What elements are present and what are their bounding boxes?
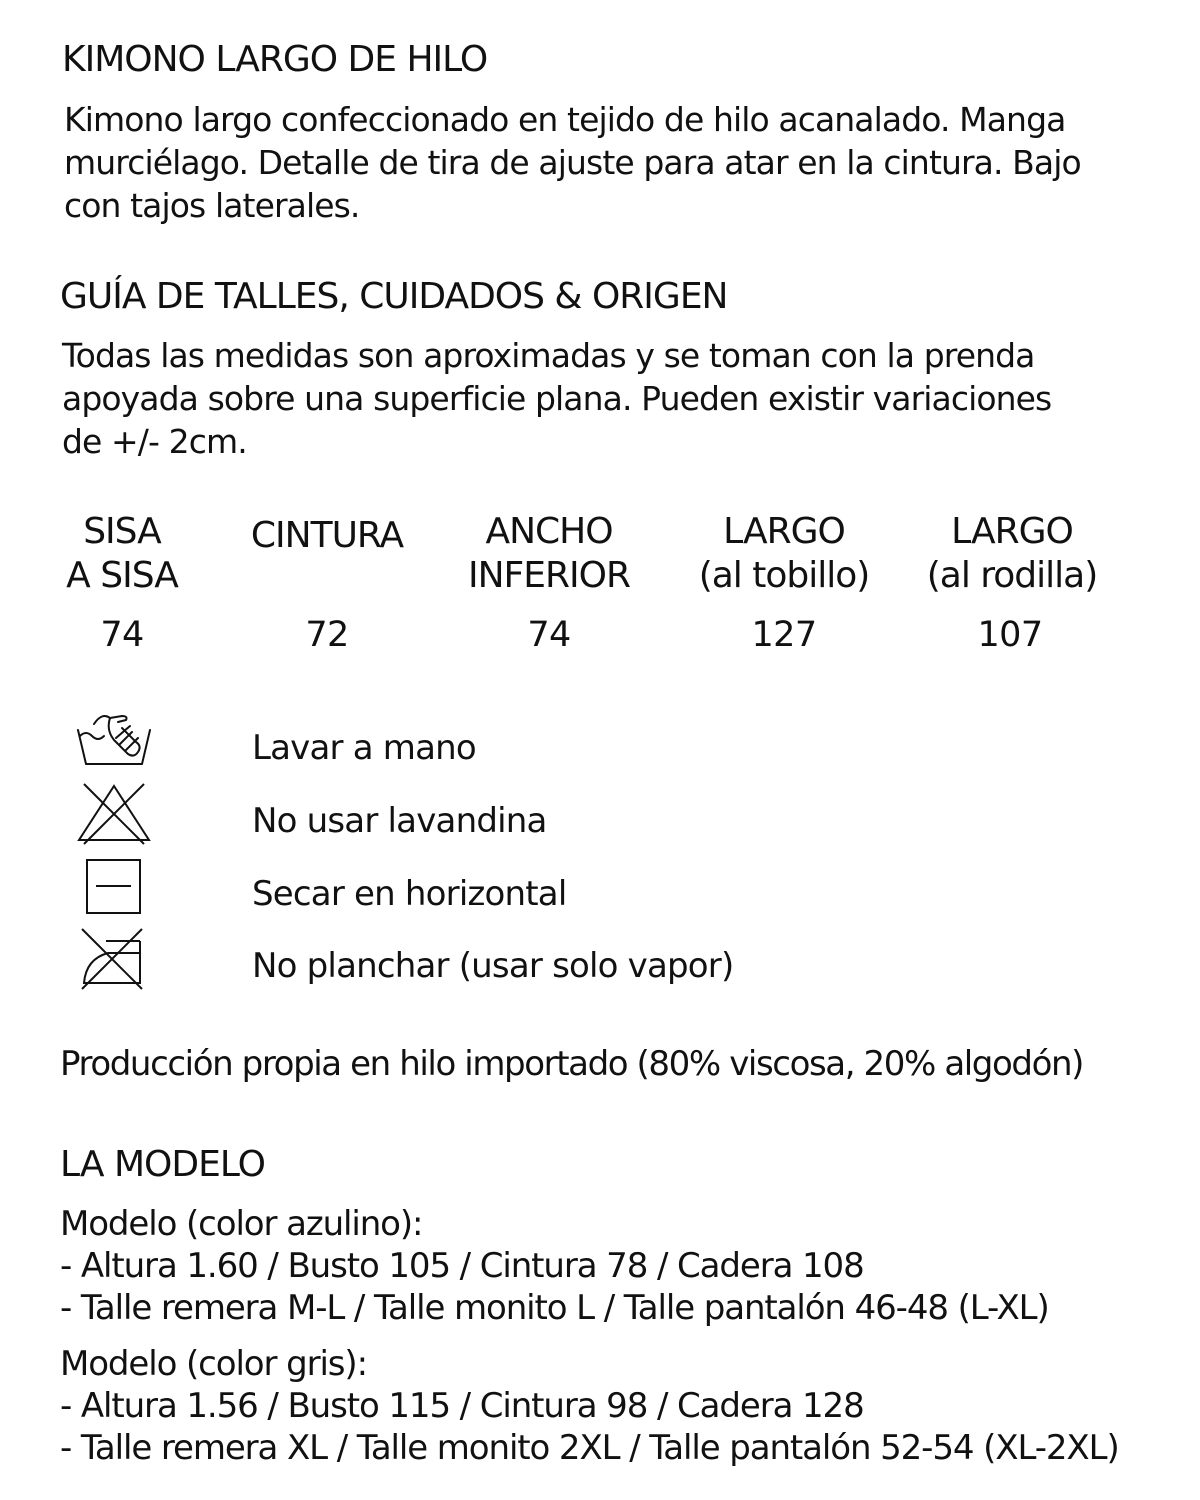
no-iron-icon [76,927,152,991]
model-label: Modelo (color azulino): [60,1204,423,1244]
model-sizes: - Talle remera M-L / Talle monito L / Talle pantalón 46-48 (L-XL) [60,1288,1049,1328]
size-header-line: (al tobillo) [698,555,870,596]
product-description-line: murciélago. Detalle de tira de ajuste para atar en la cintura. Bajo [64,143,1081,182]
size-header-largo-rodilla [907,510,1117,598]
model-measures: - Altura 1.56 / Busto 115 / Cintura 98 / Cadera 128 [60,1386,864,1426]
dry-flat-icon [76,855,152,919]
size-header-line: SISA [83,511,161,552]
guide-description-line: apoyada sobre una superficie plana. Pueden existir variaciones [62,379,1052,418]
care-label-dry-flat: Secar en horizontal [252,874,567,914]
guide-description-line: Todas las medidas son aproximadas y se toman con la prenda [62,336,1035,375]
care-label-hand-wash: Lavar a mano [252,728,476,768]
size-header-line: LARGO [951,511,1073,552]
size-header-line: A SISA [66,555,178,596]
guide-description [62,334,1142,463]
no-bleach-icon [76,782,152,846]
size-value-largo-tobillo: 127 [751,615,817,655]
size-header-largo-tobillo [679,510,889,598]
care-label-no-bleach: No usar lavandina [252,801,547,841]
size-header-cintura [232,514,422,558]
size-header-line: ANCHO [485,511,613,552]
product-description-line: Kimono largo confeccionado en tejido de hilo acanalado. Manga [64,100,1066,139]
model-label: Modelo (color gris): [60,1344,367,1384]
size-header-ancho [449,510,649,598]
guide-title: GUÍA DE TALLES, CUIDADOS & ORIGEN [60,276,728,317]
model-measures: - Altura 1.60 / Busto 105 / Cintura 78 / Cadera 108 [60,1246,864,1286]
guide-description-line: de +/- 2cm. [62,422,247,461]
model-sizes: - Talle remera XL / Talle monito 2XL / Talle pantalón 52-54 (XL-2XL) [60,1428,1119,1468]
model-title: LA MODELO [60,1144,265,1185]
size-value-sisa: 74 [100,615,144,655]
size-header-line: CINTURA [250,515,404,556]
size-header-line: INFERIOR [468,555,630,596]
hand-wash-icon [76,710,152,774]
size-value-cintura: 72 [305,615,349,655]
size-header-line: (al rodilla) [926,555,1098,596]
care-label-no-iron: No planchar (usar solo vapor) [252,946,734,986]
size-value-largo-rodilla: 107 [977,615,1043,655]
origin-text: Producción propia en hilo importado (80% viscosa, 20% algodón) [60,1044,1083,1084]
size-header-sisa [42,510,202,598]
product-title: KIMONO LARGO DE HILO [62,39,488,80]
product-description [64,98,1144,227]
size-value-ancho: 74 [527,615,571,655]
product-description-line: con tajos laterales. [64,186,360,225]
size-header-line: LARGO [723,511,845,552]
